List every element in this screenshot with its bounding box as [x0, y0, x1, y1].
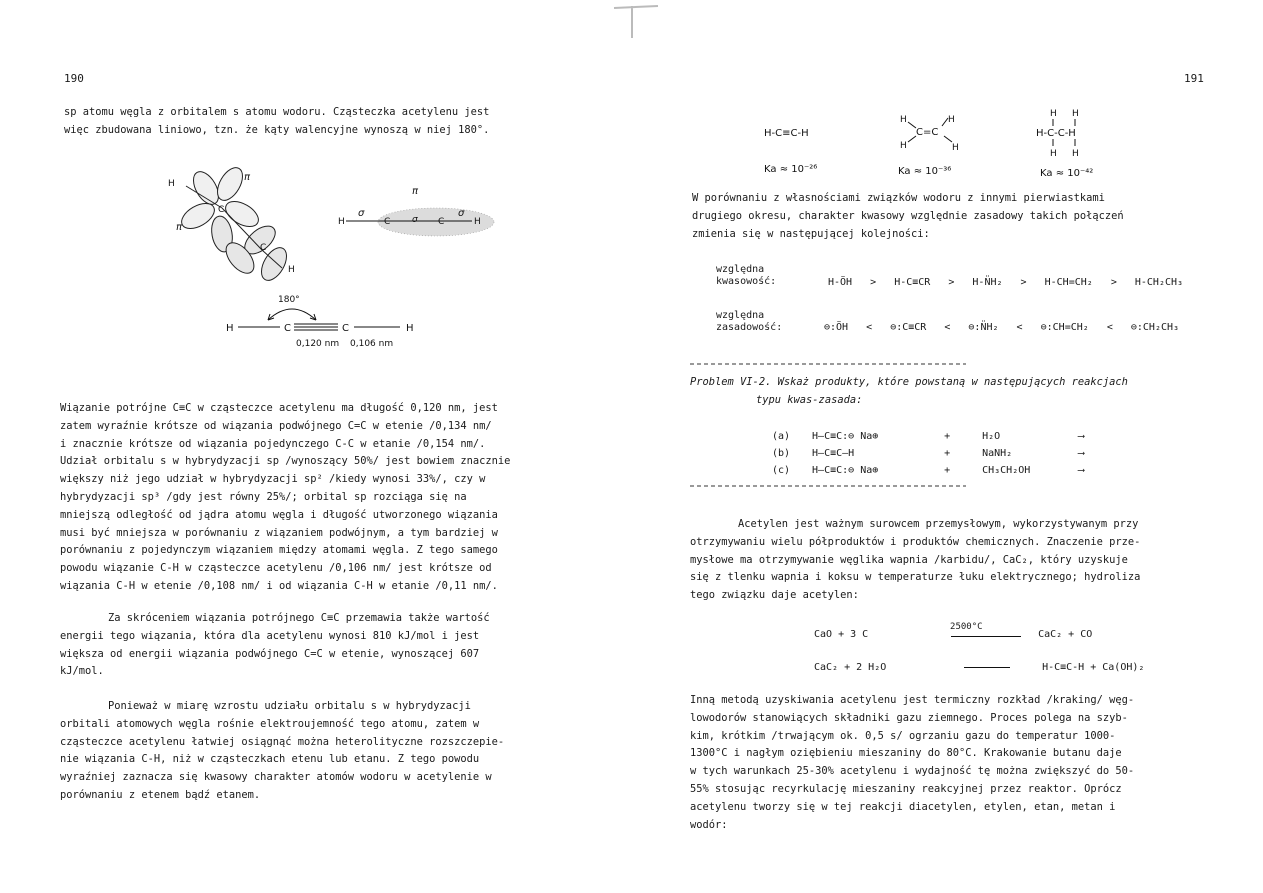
equation-hydrolysis: CaC₂ + 2 H₂O H-C≡C-H + Ca(OH)₂ [814, 662, 1145, 673]
angle-label: 180° [278, 295, 300, 305]
pi-label: π [244, 172, 251, 183]
sigma-label: σ [458, 208, 465, 219]
problem-title: Problem VI-2. Wskaż produkty, które powstaną w następujących reakcjach typu kwas-zasada: [690, 376, 1128, 406]
reaction-arrow [964, 667, 1010, 668]
svg-text:H: H [948, 115, 955, 125]
svg-text:H-C-C-H: H-C-C-H [1036, 128, 1076, 139]
sigma-pi-cloud [338, 186, 494, 236]
paragraph-comparison: W porównaniu z własnościami związków wodoru z innymi pierwiastkami drugiego okresu, charakter kwasowy względnie zasadowy takich połączeń zmienia się w następującej kolejności: [692, 192, 1124, 240]
ethene-structure [900, 115, 959, 153]
paragraph-electronegativity: Ponieważ w miarę wzrostu udziału orbitalu s w hybrydyzacji orbitali atomowych węgla rośnie elektroujemność tego atomu, zatem w cząsteczce acetylenu łatwiej osiągnąć można heterolityczne rozszczepie- nie wiązania C-H, niż w cząsteczkach etenu lub etanu. Z tego powodu wyraźniej zaznacza się kwasowy charakter atomów wodoru w acetylenie w porównaniu z etenem bądź etanem. [60, 700, 505, 801]
divider-line [690, 484, 970, 488]
svg-text:H: H [952, 143, 959, 153]
atom-h: H [474, 217, 481, 227]
paragraph-bond-length: Wiązanie potrójne C≡C w cząsteczce acetylenu ma długość 0,120 nm, jest zatem wyraźnie krótsze od wiązania podwójnego C=C w etenie /0,134 nm/ i znacznie krótsze od wiązania pojedynczego C-C w etanie /0,154 nm/. Udział orbitalu s w hybrydyzacji sp /wynoszący 50%/ jest bowiem znacznie większy niż jego udział w hybrydyzacji sp² /kiedy wynosi 33%/, czy w hybrydyzacji sp³ /gdy jest równy 25%/; orbital sp rozciąga się na mniejszą odległość od jądra atomu węgla i długość utworzonego wiązania musi być mniejsza w porównaniu z wiązaniem podwójnym, a tym bardziej w porównaniu z pojedynczym wiązaniem między atomami węgla. Z tego samego powodu wiązanie C-H w cząsteczce acetylenu /0,106 nm/ jest krótsze od wiązania C-H w etenie /0,108 nm/ i od wiązania C-H w etanie /0,11 nm/. [60, 402, 511, 592]
atom-c: C [438, 217, 445, 227]
atom-c: C [260, 243, 267, 253]
atom-h: H [338, 217, 345, 227]
equation-carbide: CaO + 3 C 2500°C CaC₂ + CO [814, 622, 1093, 640]
page-number: 190 [64, 72, 84, 85]
reaction-row: (b) H—C≡C—H + NaNH₂ ⟶ [772, 448, 1085, 459]
orbital-lobes [177, 163, 291, 284]
svg-text:H: H [1050, 149, 1057, 159]
acidity-series: H-ÖH > H-C≡CR > H-N̈H₂ > H-CH=CH₂ > H-CH₂CH₃ [828, 277, 1184, 288]
acidity-label: względna kwasowość: [716, 264, 777, 287]
acetylene-structure: H-C≡C-H [764, 128, 809, 139]
acetylene-orbital-figure [120, 160, 620, 355]
bond-length-cc: 0,120 nm [296, 339, 340, 349]
paragraph-cracking: Inną metodą uzyskiwania acetylenu jest termiczny rozkład /kraking/ węg- lowodorów stanowiących składniki gazu ziemnego. Proces polega na szyb- kim, krótkim /trwającym ok. 0,5 s/ ogrzaniu gazu do temperatur 1000- 1300°C i nagłym oziębieniu mieszaniny do 80°C. Krakowanie butanu daje w tych warunkach 25-30% acetylenu i wydajność tę można zwiększyć do 50- 55% stosując recyrkulację mieszaniny reakcyjnej przez reaktor. Oprócz acetylenu tworzy się w tej reakcji diacetylen, etylen, etan, metan i wodór: [690, 694, 1135, 831]
atom-c: C [384, 217, 391, 227]
svg-text:H: H [1050, 109, 1057, 119]
atom-h: H [288, 265, 295, 275]
svg-text:C=C: C=C [916, 127, 939, 138]
paragraph-acetylene-industry: Acetylen jest ważnym surowcem przemysłowym, wykorzystywanym przy otrzymywaniu wielu półproduktów i produktów chemicznych. Znaczenie prze- mysłowe ma otrzymywanie węglika wapnia /karbidu/, CaC₂, który uzyskuje się z tlenku wapnia i koksu w temperaturze łuku elektrycznego; hydroliza tego związku daje acetylen: [690, 518, 1141, 602]
reaction-row: (c) H—C≡C:⊖ Na⊕ + CH₃CH₂OH ⟶ [772, 465, 1085, 476]
left-page [0, 0, 620, 893]
reaction-arrow: 2500°C [940, 628, 1032, 640]
right-page [632, 0, 1263, 893]
ka-ethane: Ka ≈ 10⁻⁴² [1040, 168, 1094, 179]
atom-h: H [168, 179, 175, 189]
bond-length-ch: 0,106 nm [350, 339, 394, 349]
ka-acetylene: Ka ≈ 10⁻²⁶ [764, 164, 818, 175]
svg-text:H: H [900, 115, 907, 125]
intro-text: sp atomu węgla z orbitalem s atomu wodoru. Cząsteczka acetylenu jest więc zbudowana liniowo, tzn. że kąty walencyjne wynoszą w niej 180°. [64, 106, 490, 136]
bond-length-diagram [226, 295, 414, 349]
svg-text:H: H [1072, 109, 1079, 119]
svg-text:H: H [1072, 149, 1079, 159]
pi-label: π [176, 222, 183, 233]
atom-c: C [342, 323, 349, 334]
problem-reactions [772, 428, 1084, 479]
page-number: 191 [1184, 72, 1204, 85]
divider-line [690, 362, 970, 366]
pi-label: π [412, 186, 419, 197]
ka-ethene: Ka ≈ 10⁻³⁶ [898, 166, 952, 177]
atom-c: C [284, 323, 291, 334]
acidity-structures [752, 104, 1152, 184]
ethane-structure [1036, 109, 1079, 159]
basicity-series: ⊖:ÖH < ⊖:C≡CR < ⊖:N̈H₂ < ⊖:CH=CH₂ < ⊖:CH₂CH₃ [824, 322, 1180, 333]
atom-h: H [226, 323, 234, 334]
reaction-row: (a) H—C≡C:⊖ Na⊕ + H₂O ⟶ [772, 431, 1085, 442]
atom-h: H [406, 323, 414, 334]
atom-c: C [218, 205, 225, 215]
sigma-label: σ [358, 208, 365, 219]
sigma-label: σ [412, 215, 418, 225]
paragraph-bond-energy: Za skróceniem wiązania potrójnego C≡C przemawia także wartość energii tego wiązania, która dla acetylenu wynosi 810 kJ/mol i jest większa od energii wiązania podwójnego C=C w etenie, wynoszącej 607 kJ/mol. [60, 612, 490, 678]
svg-text:H: H [900, 141, 907, 151]
basicity-label: względna zasadowość: [716, 310, 783, 333]
